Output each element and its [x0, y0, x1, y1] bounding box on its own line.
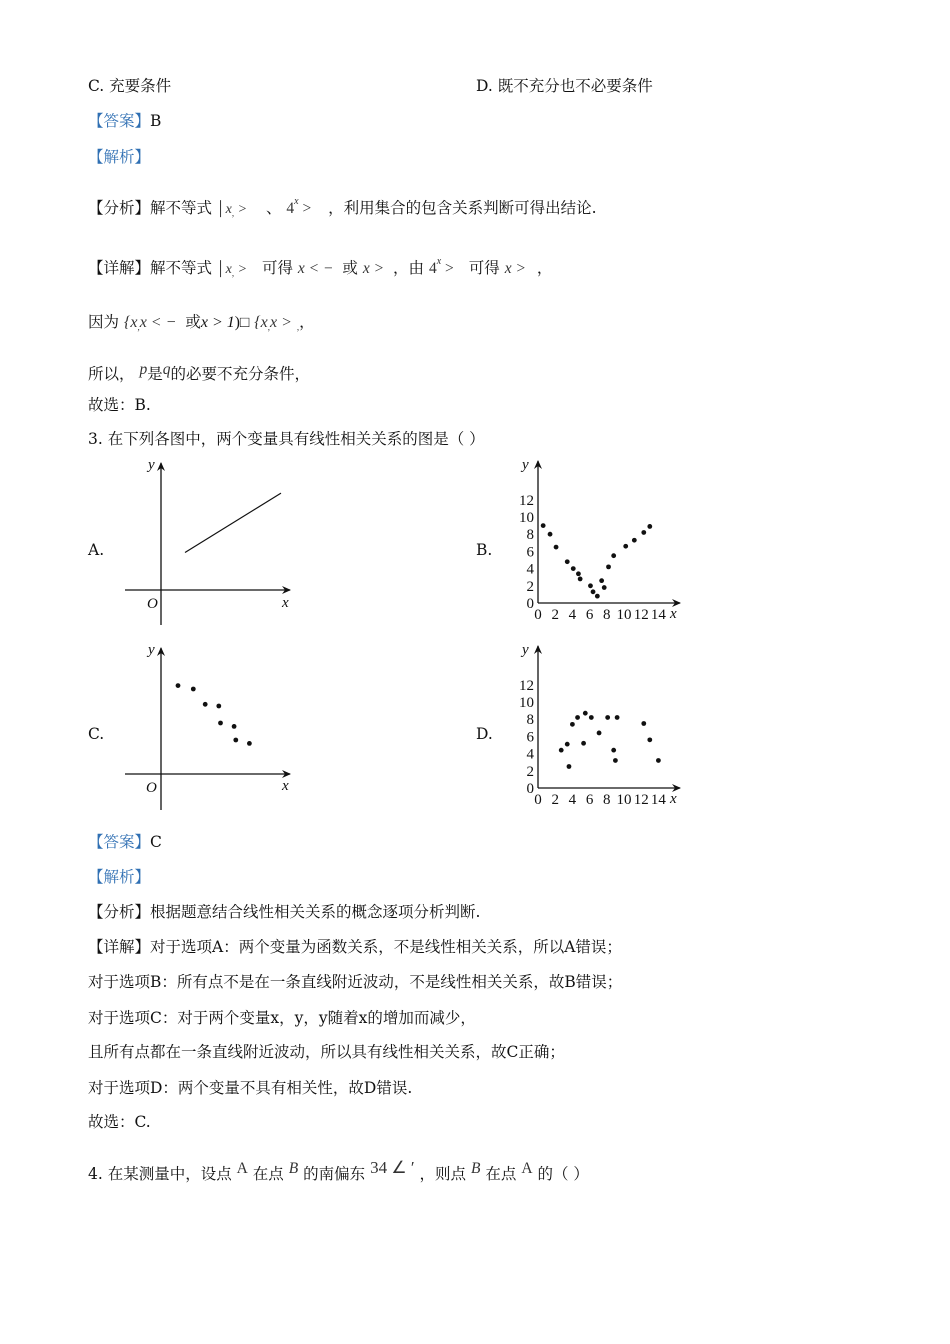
chartd-xtick: 8	[603, 792, 611, 808]
option-c: C. 充要条件	[88, 77, 172, 95]
chartb-point	[571, 566, 576, 571]
chart-b-xlabel: x	[670, 606, 677, 622]
chartd-ytick: 12	[519, 677, 534, 694]
q3-line-3: 对于选项C：对于两个变量x，y，y随着x的增加而减少，	[88, 1009, 476, 1027]
xj-math-5: x >	[504, 260, 526, 277]
chartd-point	[567, 764, 572, 769]
q4-angle: 34 ∠ ′	[370, 1158, 415, 1177]
q2-fenxi: 【分析】解不等式 $│x_,$ > 、 4$^x$ > ，利用集合的包含关系判断可得出结论.	[88, 196, 597, 218]
q3-option-a: A.	[88, 541, 105, 559]
q4-text-c: 的南偏东	[303, 1165, 366, 1183]
xj-math-1: x	[225, 262, 232, 277]
fenxi-tag: 【分析】	[88, 199, 151, 217]
chart-a-xlabel: x	[282, 595, 289, 611]
chartd-ytick: 0	[526, 781, 534, 797]
chartd-ytick: 4	[526, 746, 534, 763]
chart-d-ylabel: y	[522, 642, 529, 658]
chartb-point	[576, 571, 581, 576]
chartd-xtick: 6	[585, 792, 594, 808]
chart-b-ylabel: y	[522, 457, 529, 473]
chartd-point	[613, 758, 618, 763]
chartb-xtick: 8	[603, 607, 611, 623]
q3-answer-value: C	[150, 833, 162, 851]
chartd-point	[597, 731, 602, 736]
q4-text-b: 在点	[252, 1165, 284, 1183]
chartd-point	[581, 741, 586, 746]
q3-stem: 3. 在下列各图中，两个变量具有线性相关关系的图是（ ）	[88, 430, 485, 448]
q3-answer	[88, 832, 162, 852]
fenxi-text-b: 、	[265, 199, 282, 217]
fenxi-math-2: 4	[286, 200, 295, 217]
xj-math-4: 4	[428, 260, 437, 277]
q3-xiangjie-tag: 【详解】	[88, 938, 151, 956]
chartb-point	[541, 523, 546, 528]
chartd-point	[575, 715, 580, 720]
q3-fenxi	[88, 902, 480, 922]
chartb-ytick: 12	[519, 492, 534, 509]
chartd-xtick: 10	[616, 792, 632, 808]
xj-text-f: ，	[536, 259, 553, 277]
q3-fenxi-tag: 【分析】	[88, 903, 151, 921]
chartb-ytick: 8	[526, 527, 534, 544]
yw-math-3: )□	[234, 314, 250, 331]
chartb-point	[591, 589, 596, 594]
xj-text-d: ，由	[393, 259, 425, 277]
chartb-xtick: 6	[585, 607, 594, 623]
suoyi-shi: 是	[147, 365, 163, 383]
chartb-xtick: 14	[650, 607, 666, 623]
q3-line-2: 对于选项B：所有点不是在一条直线附近波动，不是线性相关关系，故B错误；	[88, 973, 623, 991]
yw-math-4b: x >	[269, 314, 292, 331]
xiangjie-tag: 【详解】	[88, 259, 151, 277]
chart-a-origin: O	[147, 596, 158, 612]
xj-math-4b: >	[445, 260, 454, 277]
yw-math-4: {x	[254, 314, 268, 331]
xj-text-b: 可得	[261, 259, 293, 277]
chartd-ytick: 6	[526, 729, 534, 746]
chartc-point	[191, 687, 196, 692]
chartc-point	[176, 683, 181, 688]
chart-c-ylabel: y	[148, 642, 155, 658]
yw-huo: 或	[185, 313, 201, 331]
q4-text-a: 4. 在某测量中，设点	[88, 1165, 232, 1183]
fenxi-math-1: x	[225, 202, 232, 217]
chartd-ytick: 10	[519, 695, 534, 711]
q4-point-b: B	[288, 1160, 299, 1177]
chartd-xtick: 2	[551, 792, 559, 808]
chartc-point	[233, 738, 238, 743]
q3-option-d: D.	[476, 725, 493, 743]
q2-yinwei: 因为 {$x_,x$ < − 或x > 1)□ {$x_,x > _,$，	[88, 313, 315, 332]
chartd-xtick: 0	[534, 792, 542, 808]
suoyi-text: 所以，	[88, 365, 135, 383]
yw-math-2: x > 1	[200, 314, 235, 331]
chartb-point	[632, 538, 637, 543]
chartd-point	[641, 721, 646, 726]
yw-math-1b: x < −	[139, 314, 177, 331]
q3-line-5: 对于选项D：两个变量不具有相关性，故D错误.	[88, 1079, 413, 1097]
chartb-xtick: 0	[534, 607, 542, 623]
chartb-point	[548, 532, 553, 537]
chartb-point	[641, 530, 646, 535]
q4-text-f: 的（ ）	[537, 1165, 589, 1183]
chart-b	[510, 455, 710, 630]
chartc-point	[216, 704, 221, 709]
chartb-point	[578, 577, 583, 582]
chartb-xtick: 10	[616, 607, 632, 623]
chartb-point	[611, 553, 616, 558]
q3-analysis-tag: 【解析】	[88, 868, 151, 886]
chartb-point	[565, 559, 570, 564]
q3-line-1: 对于选项A：两个变量为函数关系，不是线性相关关系，所以A错误；	[150, 938, 622, 956]
chartd-ytick: 8	[526, 712, 534, 729]
chartd-point	[615, 715, 620, 720]
xj-text-e: 可得	[468, 259, 500, 277]
chart-a-ylabel: y	[148, 457, 155, 473]
q3-guxuan: 故选：C.	[88, 1113, 151, 1131]
fenxi-math-2b: >	[302, 200, 312, 217]
fenxi-text-a: 解不等式	[150, 199, 213, 217]
q3-fenxi-text: 根据题意结合线性相关关系的概念逐项分析判断.	[150, 903, 481, 921]
suoyi-p: p	[139, 361, 148, 378]
chartd-point	[583, 711, 588, 716]
q3-line-4: 且所有点都在一条直线附近波动，所以具有线性相关关系，故C正确；	[88, 1043, 565, 1061]
q4-text-e: 在点	[485, 1165, 517, 1183]
chart-c-xlabel: x	[282, 778, 289, 794]
yinwei-text: 因为	[88, 313, 120, 331]
chartb-ytick: 10	[519, 510, 534, 526]
xj-math-4-sup: x	[436, 256, 442, 267]
chart-d-xlabel: x	[670, 791, 677, 807]
chartc-point	[247, 741, 252, 746]
chartd-ytick: 2	[526, 763, 534, 780]
chart-d	[510, 640, 710, 815]
chart-c-origin: O	[146, 780, 157, 796]
q2-guxuan: 故选：B.	[88, 396, 151, 414]
q4-point-a: A	[236, 1160, 248, 1177]
chartd-point	[611, 748, 616, 753]
q2-xiangjie: 【详解】解不等式 $│x_,$ > 可得 x < − 或 x > ，由 4$^x$ > 可得 x > ，	[88, 256, 553, 278]
chartc-point	[203, 702, 208, 707]
fenxi-math-1b: >	[237, 202, 248, 217]
fenxi-math-2-sup: x	[294, 196, 299, 207]
chartb-point	[647, 524, 652, 529]
chartc-point	[232, 724, 237, 729]
xj-math-2: x < −	[297, 260, 334, 277]
chartb-ytick: 4	[526, 561, 534, 578]
q4-point-a2: A	[521, 1160, 533, 1177]
chartd-point	[605, 715, 610, 720]
chartb-point	[599, 578, 604, 583]
chartb-ytick: 0	[526, 596, 534, 612]
yw-math-1: {x	[123, 314, 138, 331]
q3-xiangjie	[88, 937, 622, 957]
xj-text-c: 或	[342, 259, 358, 277]
chartc-point	[218, 721, 223, 726]
answer-tag: 【答案】	[88, 112, 151, 130]
suoyi-rest: 的必要不充分条件，	[170, 365, 310, 383]
chartd-point	[565, 742, 570, 747]
chartd-xtick: 14	[650, 792, 666, 808]
fenxi-text-c: ，利用集合的包含关系判断可得出结论.	[328, 199, 597, 217]
chartb-ytick: 6	[526, 544, 534, 561]
suoyi-q: q	[162, 361, 171, 378]
q2-suoyi	[88, 360, 310, 384]
chartd-point	[570, 722, 575, 727]
chartb-ytick: 2	[526, 578, 534, 595]
chartb-xtick: 2	[551, 607, 559, 623]
chartd-point	[656, 758, 661, 763]
xj-text-a: 解不等式	[150, 259, 213, 277]
xj-math-1b: >	[237, 262, 248, 277]
q3-answer-tag: 【答案】	[88, 833, 151, 851]
chartd-xtick: 12	[633, 792, 649, 808]
option-d: D. 既不充分也不必要条件	[476, 77, 653, 95]
chartb-xtick: 4	[568, 607, 577, 623]
chartb-point	[595, 594, 600, 599]
q2-answer	[88, 111, 161, 131]
chartb-xtick: 12	[633, 607, 649, 623]
chartd-point	[647, 737, 652, 742]
chartb-point	[623, 544, 628, 549]
chart-c	[120, 640, 300, 800]
q3-option-b: B.	[476, 541, 493, 559]
yw-end: ，	[299, 313, 315, 331]
q4-stem	[88, 1158, 589, 1184]
xj-math-3: x >	[362, 260, 385, 277]
chartd-point	[559, 748, 564, 753]
q3-option-c: C.	[88, 725, 105, 743]
chartb-point	[554, 545, 559, 550]
chart-a	[120, 455, 300, 615]
chartb-point	[602, 585, 607, 590]
chart-a-line	[185, 493, 281, 552]
chartd-xtick: 4	[568, 792, 577, 808]
q2-analysis-tag: 【解析】	[88, 148, 151, 166]
q4-text-d: ，则点	[419, 1165, 467, 1183]
q4-point-b2: B	[470, 1160, 481, 1177]
chartb-point	[606, 564, 611, 569]
answer-value: B	[150, 112, 162, 130]
chartd-point	[589, 715, 594, 720]
chartb-point	[588, 583, 593, 588]
